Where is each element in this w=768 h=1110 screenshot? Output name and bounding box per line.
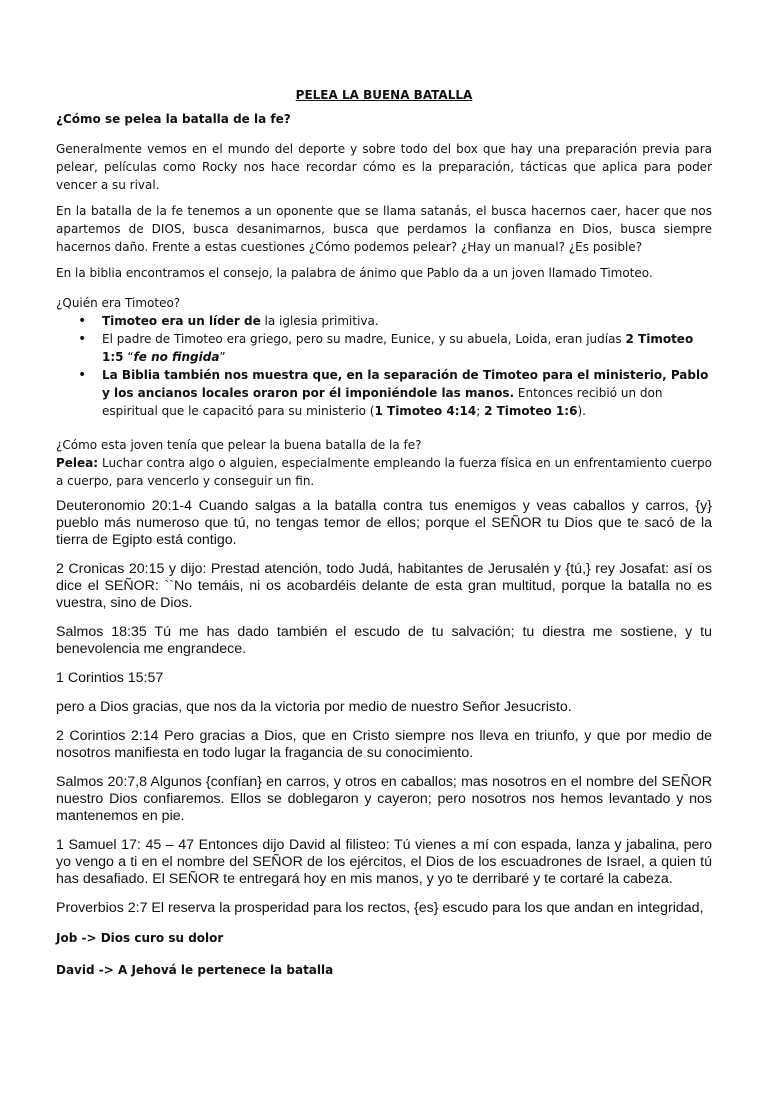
- verse-deuteronomio: Deuteronomio 20:1-4 Cuando salgas a la batalla contra tus enemigos y veas caballos y carros, {y} pueblo más numeroso que tú, no tengas temor de ellos; porque el SEÑOR tu Dios que te sacó de la tierra de Egipto está contigo.: [56, 498, 712, 548]
- verse-2-cronicas: 2 Cronicas 20:15 y dijo: Prestad atención, todo Judá, habitantes de Jerusalén y {tú,} rey Josafat: así os dice el SEÑOR: ``No temáis, ni os acobardéis delante de esta gran multitud, porque la batalla no es vuestra, sino de Dios.: [56, 561, 712, 611]
- verse-salmos-20: Salmos 20:7,8 Algunos {confían} en carros, y otros en caballos; mas nosotros en el nombre del SEÑOR nuestro Dios confiaremos. Ellos se doblegaron y cayeron; pero nosotros nos hemos levantado y nos mantenemos en pie.: [56, 774, 712, 824]
- document-page: [0, 86, 768, 1110]
- bullet-item-family: • El padre de Timoteo era griego, pero su madre, Eunice, y su abuela, Loida, eran judías 2 Timoteo 1:5 “fe no fingida”: [102, 330, 712, 366]
- verse-1-samuel: 1 Samuel 17: 45 – 47 Entonces dijo David al filisteo: Tú vienes a mí con espada, lanza y jabalina, pero yo vengo a ti en el nombre del SEÑOR de los ejércitos, el Dios de los escuadrones de Israel, a quien tú has desafiado. El SEÑOR te entregará hoy en mis manos, y yo te derribaré y te cortaré la cabeza.: [56, 837, 712, 887]
- bullet-item-ordination: • La Biblia también nos muestra que, en la separación de Timoteo para el ministerio, Pablo y los ancianos locales oraron por él imponiéndole las manos. Entonces recibió un don espiritual que le capacitó para su ministerio (1 Timoteo 4:14; 2 Timoteo 1:6).: [102, 366, 712, 420]
- verse-1-corintios-ref: 1 Corintios 15:57: [56, 670, 164, 686]
- timoteo-bullet-list: [56, 312, 712, 420]
- closing-line-job: Job -> Dios curo su dolor: [56, 931, 224, 945]
- question-heading-2: ¿Quién era Timoteo?: [56, 296, 181, 310]
- paragraph-opponent: En la batalla de la fe tenemos a un oponente que se llama satanás, el busca hacernos caer, hacer que nos apartemos de DIOS, busca desanimarnos, busca que perdamos la confianza en Dios, busca siempre hacernos daño. Frente a estas cuestiones ¿Cómo podemos pelear? ¿Hay un manual? ¿Es posible?: [56, 204, 712, 254]
- bullet-item-leader: • Timoteo era un líder de la iglesia primitiva.: [102, 312, 712, 330]
- verse-proverbios: Proverbios 2:7 El reserva la prosperidad para los rectos, {es} escudo para los que andan en integridad,: [56, 900, 704, 916]
- paragraph-bible-advice: En la biblia encontramos el consejo, la palabra de ánimo que Pablo da a un joven llamado Timoteo.: [56, 266, 653, 280]
- closing-line-david: David -> A Jehová le pertenece la batalla: [56, 963, 334, 977]
- verse-1-corintios-text: pero a Dios gracias, que nos da la victoria por medio de nuestro Señor Jesucristo.: [56, 699, 572, 715]
- paragraph-intro: Generalmente vemos en el mundo del deporte y sobre todo del box que hay una preparación previa para pelear, películas como Rocky nos hace recordar cómo es la preparación, tácticas que aplica para poder vencer a su rival.: [56, 142, 712, 192]
- question-heading-1: ¿Cómo se pelea la batalla de la fe?: [56, 112, 291, 126]
- verse-2-corintios: 2 Corintios 2:14 Pero gracias a Dios, que en Cristo siempre nos lleva en triunfo, y que por medio de nosotros manifiesta en todo lugar la fragancia de su conocimiento.: [56, 728, 712, 761]
- question-heading-3: ¿Cómo esta joven tenía que pelear la buena batalla de la fe?: [56, 438, 422, 452]
- pelea-definition: Pelea: Luchar contra algo o alguien, especialmente empleando la fuerza física en un enfrentamiento cuerpo a cuerpo, para vencerlo y conseguir un fin.: [56, 456, 712, 488]
- document-title: PELEA LA BUENA BATALLA: [295, 88, 473, 102]
- verse-salmos-18: Salmos 18:35 Tú me has dado también el escudo de tu salvación; tu diestra me sostiene, y tu benevolencia me engrandece.: [56, 624, 712, 657]
